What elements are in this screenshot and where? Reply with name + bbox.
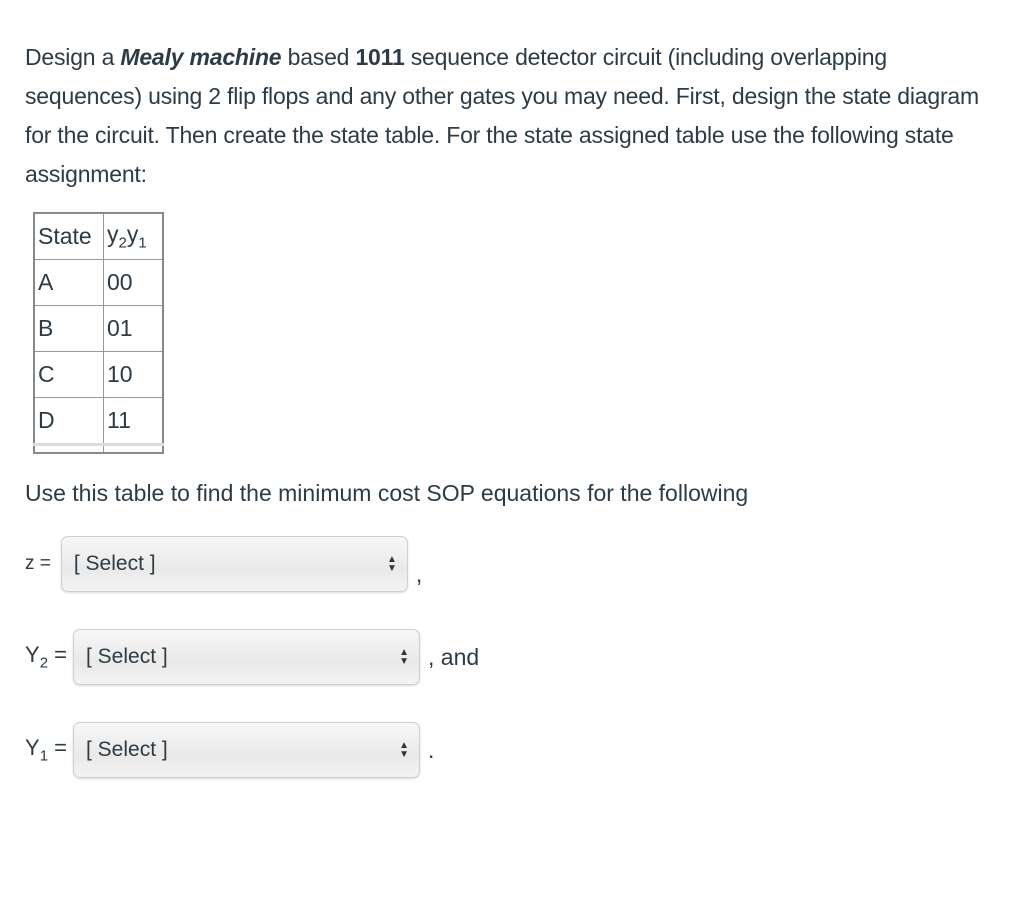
text: Design a	[25, 44, 121, 70]
separator: .	[428, 736, 435, 763]
state-assignment-table	[33, 212, 164, 454]
select-value: [ Select ]	[86, 738, 168, 761]
empty-row	[34, 445, 163, 454]
y2-equation-row	[25, 629, 479, 685]
y1-label: $Y_1$ =	[25, 735, 67, 765]
updown-arrow-icon: ▲ ▼	[399, 740, 409, 760]
y2-label: $Y_2$ =	[25, 642, 67, 672]
mealy-emphasis: Mealy machine	[120, 44, 282, 70]
sequence-emphasis: 1011	[355, 44, 405, 70]
y1-select[interactable]	[73, 722, 420, 778]
updown-arrow-icon: ▲ ▼	[386, 554, 397, 574]
table-row	[34, 352, 163, 398]
state-cell: B	[34, 306, 104, 352]
question-text	[25, 38, 1010, 194]
code-cell: 10	[104, 352, 164, 398]
z-equation-row	[25, 536, 422, 592]
state-cell: D	[34, 398, 104, 445]
table-row	[34, 398, 163, 445]
z-select[interactable]	[61, 536, 408, 592]
header-state: State	[34, 213, 104, 260]
table-row	[34, 260, 163, 306]
code-cell: 01	[104, 306, 164, 352]
instruction-text: Use this table to find the minimum cost SOP equations for the following	[25, 480, 749, 506]
code-cell: 11	[104, 398, 164, 445]
updown-arrow-icon: ▲ ▼	[399, 647, 409, 667]
select-value: [ Select ]	[86, 645, 168, 668]
separator: , and	[428, 643, 480, 670]
text: based	[281, 44, 356, 70]
z-label: z =	[25, 553, 51, 574]
table-header	[34, 213, 163, 260]
y1-equation-row	[25, 722, 434, 778]
separator: ,	[415, 560, 423, 587]
y2-select[interactable]	[73, 629, 420, 685]
text: sequence detector circuit (including overlapping sequences) using 2 flip flops and any other gates you may need. First, design the state diagram for the circuit. Then create the state table. For the state assigned table use the following state assignment:	[25, 44, 979, 187]
header-y2y1: $y_2y_1$	[104, 213, 164, 260]
select-value: [ Select ]	[73, 552, 156, 575]
state-cell: A	[34, 260, 104, 306]
state-cell: C	[34, 352, 104, 398]
code-cell: 00	[104, 260, 164, 306]
table-row	[34, 306, 163, 352]
